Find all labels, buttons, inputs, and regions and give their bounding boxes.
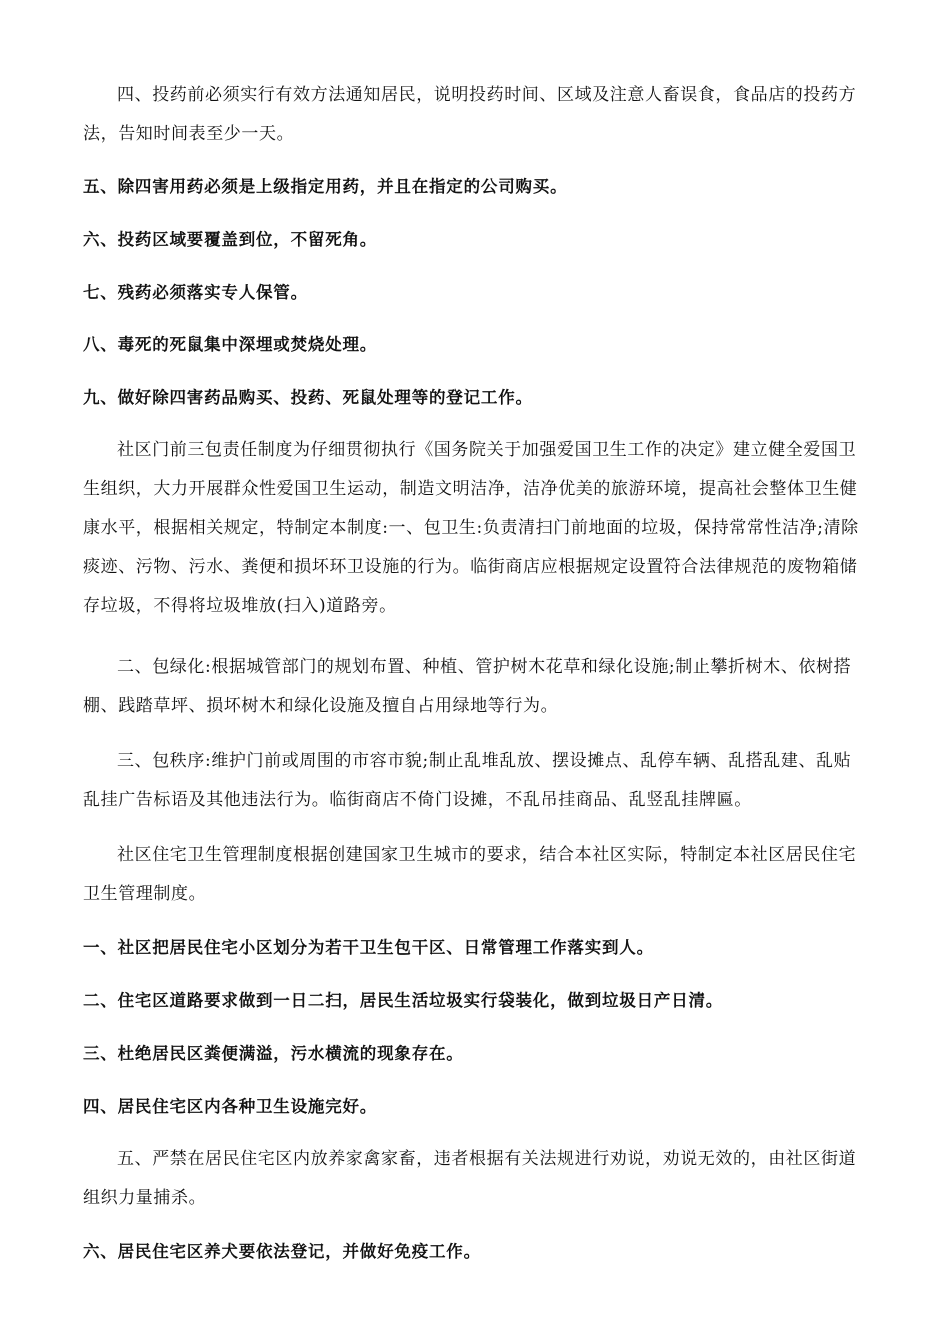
paragraph-item-8-disposal: 八、毒死的死鼠集中深埋或焚烧处理。 (83, 335, 378, 354)
paragraph-res-item-3: 三、杜绝居民区粪便满溢，污水横流的现象存在。 (83, 1044, 464, 1063)
paragraph-order: 三、包秩序:维护门前或周围的市容市貌;制止乱堆乱放、摆设摊点、乱停车辆、乱搭乱建、乱贴乱挂广告标语及其他违法行为。临街商店不倚门设摊，不乱吊挂商品、乱竖乱挂牌匾。 (83, 751, 852, 810)
paragraph-residential-intro: 社区住宅卫生管理制度根据创建国家卫生城市的要求，结合本社区实际，特制定本社区居民住宅卫生管理制度。 (83, 845, 857, 904)
paragraph-res-item-2: 二、住宅区道路要求做到一日二扫，居民生活垃圾实行袋装化，做到垃圾日产日清。 (83, 991, 724, 1010)
paragraph-res-item-5: 五、严禁在居民住宅区内放养家禽家畜，违者根据有关法规进行劝说，劝说无效的，由社区街道组织力量捕杀。 (83, 1149, 857, 1208)
paragraph-res-item-1: 一、社区把居民住宅小区划分为若干卫生包干区、日常管理工作落实到人。 (83, 938, 654, 957)
paragraph-res-item-4: 四、居民住宅区内各种卫生设施完好。 (83, 1097, 378, 1116)
paragraph-item-9-records: 九、做好除四害药品购买、投药、死鼠处理等的登记工作。 (83, 388, 533, 407)
paragraph-item-6-coverage: 六、投药区域要覆盖到位，不留死角。 (83, 230, 378, 249)
paragraph-item-4-notify: 四、投药前必须实行有效方法通知居民，说明投药时间、区域及注意人畜误食，食品店的投药方法，告知时间表至少一天。 (83, 85, 857, 144)
paragraph-greening: 二、包绿化:根据城管部门的规划布置、种植、管护树木花草和绿化设施;制止攀折树木、依树搭棚、践踏草坪、损坏树木和绿化设施及擅自占用绿地等行为。 (83, 657, 852, 716)
paragraph-item-5-drugs: 五、除四害用药必须是上级指定用药，并且在指定的公司购买。 (83, 177, 568, 196)
paragraph-three-guarantees: 社区门前三包责任制度为仔细贯彻执行《国务院关于加强爱国卫生工作的决定》建立健全爱国卫生组织，大力开展群众性爱国卫生运动，制造文明洁净，洁净优美的旅游环境，提高社会整体卫生健康水平，根据相关规定，特制定本制度:一、包卫生:负责清扫门前地面的垃圾，保持常常性洁净;清除痰迹、污物、污水、粪便和损坏环卫设施的行为。临街商店应根据规定设置符合法律规范的废物箱储存垃圾，不得将垃圾堆放(扫入)道路旁。 (83, 440, 859, 616)
paragraph-item-7-storage: 七、残药必须落实专人保管。 (83, 283, 308, 302)
paragraph-res-item-6: 六、居民住宅区养犬要依法登记，并做好免疫工作。 (83, 1242, 481, 1261)
